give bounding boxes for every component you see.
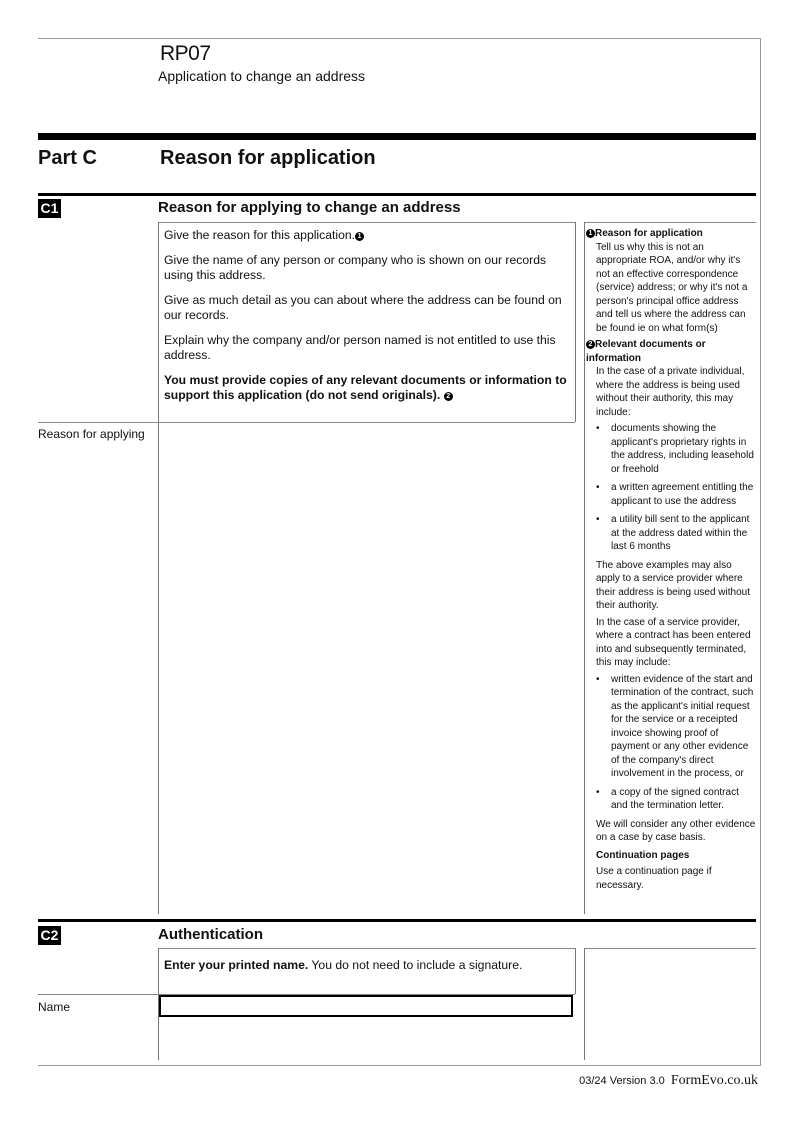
- bottom-rule: [38, 1065, 761, 1066]
- list-item: • a copy of the signed contract and the termination letter.: [596, 786, 756, 813]
- c1-title: Reason for applying to change an address: [158, 199, 461, 216]
- brand-text: FormEvo.co.uk: [670, 1073, 758, 1088]
- c2-divider: [575, 948, 576, 994]
- instruction-reason: Give the reason for this application. 1: [164, 228, 569, 243]
- instruction-detail: Give as much detail as you can about where the address can be found on our records.: [164, 293, 562, 322]
- note-1-heading: 1 Reason for application: [586, 227, 756, 241]
- version-text: 03/24 Version 3.0: [579, 1075, 665, 1087]
- right-border: [760, 38, 761, 1066]
- instruction-documents: You must provide copies of any relevant documents or information to support this application (do not send originals). 2: [164, 373, 567, 402]
- c2-side-left: [584, 948, 585, 1060]
- part-rule: [38, 133, 756, 140]
- guidance-sidebar: [586, 227, 756, 895]
- instruction-name: Give the name of any person or company who is shown on our records using this address.: [164, 253, 547, 282]
- part-label: Part C: [38, 147, 97, 169]
- footer: [579, 1073, 758, 1089]
- part-title: Reason for application: [160, 147, 376, 169]
- c2-instruction: Enter your printed name. You do not need to include a signature.: [164, 958, 523, 972]
- reason-for-applying-textarea[interactable]: [159, 423, 575, 913]
- c1-instructions: [164, 228, 569, 413]
- top-rule: [38, 38, 761, 39]
- c2-number: C2: [38, 926, 61, 945]
- note-1-text: Tell us why this is not an appropriate ROA, and/or why it's not an effective correspondence (service) address; or why it's not a person's principal office address and tell us where the address can be found ie on what form(s): [596, 241, 748, 334]
- name-input[interactable]: [159, 995, 573, 1017]
- c1-side-top: [584, 222, 756, 223]
- private-list: [596, 422, 756, 554]
- form-code: RP07: [160, 42, 211, 65]
- note-2-marker: 2: [444, 392, 453, 401]
- service-intro: In the case of a service provider, where a contract has been entered into and subsequently terminated, this may include:: [596, 616, 751, 668]
- name-label: Name: [38, 1000, 71, 1014]
- reason-label: Reason for applying: [38, 427, 145, 441]
- c2-side-top: [584, 948, 756, 949]
- list-item: • written evidence of the start and termination of the contract, such as the applicant's initial request for the service or a receipted invoice showing proof of payment or any other evidence of the company's direct involvement in the process, or: [596, 673, 756, 781]
- instruction-explain: Explain why the company and/or person named is not entitled to use this address.: [164, 333, 556, 362]
- c2-instr-top: [158, 948, 575, 949]
- c1-rule: [38, 193, 756, 196]
- note-2-heading: 2 Relevant documents or information: [586, 339, 706, 364]
- continuation-heading: Continuation pages: [596, 849, 690, 861]
- form-title: Application to change an address: [158, 68, 366, 84]
- c2-title: Authentication: [158, 926, 263, 943]
- continuation-text: Use a continuation page if necessary.: [596, 866, 712, 891]
- c2-rule: [38, 919, 756, 922]
- c1-instr-top: [158, 222, 575, 223]
- list-item: • a utility bill sent to the applicant at the address dated within the last 6 months: [596, 513, 756, 554]
- note-1-marker: 1: [355, 232, 364, 241]
- c1-number: C1: [38, 199, 61, 218]
- service-list: [596, 673, 756, 813]
- c1-divider: [575, 222, 576, 422]
- c1-side-left: [584, 222, 585, 914]
- list-item: • documents showing the applicant's proprietary rights in the address, including leasehold or freehold: [596, 422, 756, 476]
- service-note: The above examples may also apply to a service provider where their address is being used without their authority.: [596, 559, 750, 611]
- other-evidence: We will consider any other evidence on a case by case basis.: [596, 818, 756, 843]
- list-item: • a written agreement entitling the applicant to use the address: [596, 481, 756, 508]
- private-intro: In the case of a private individual, where the address is being used without their authority, this may include:: [596, 366, 745, 418]
